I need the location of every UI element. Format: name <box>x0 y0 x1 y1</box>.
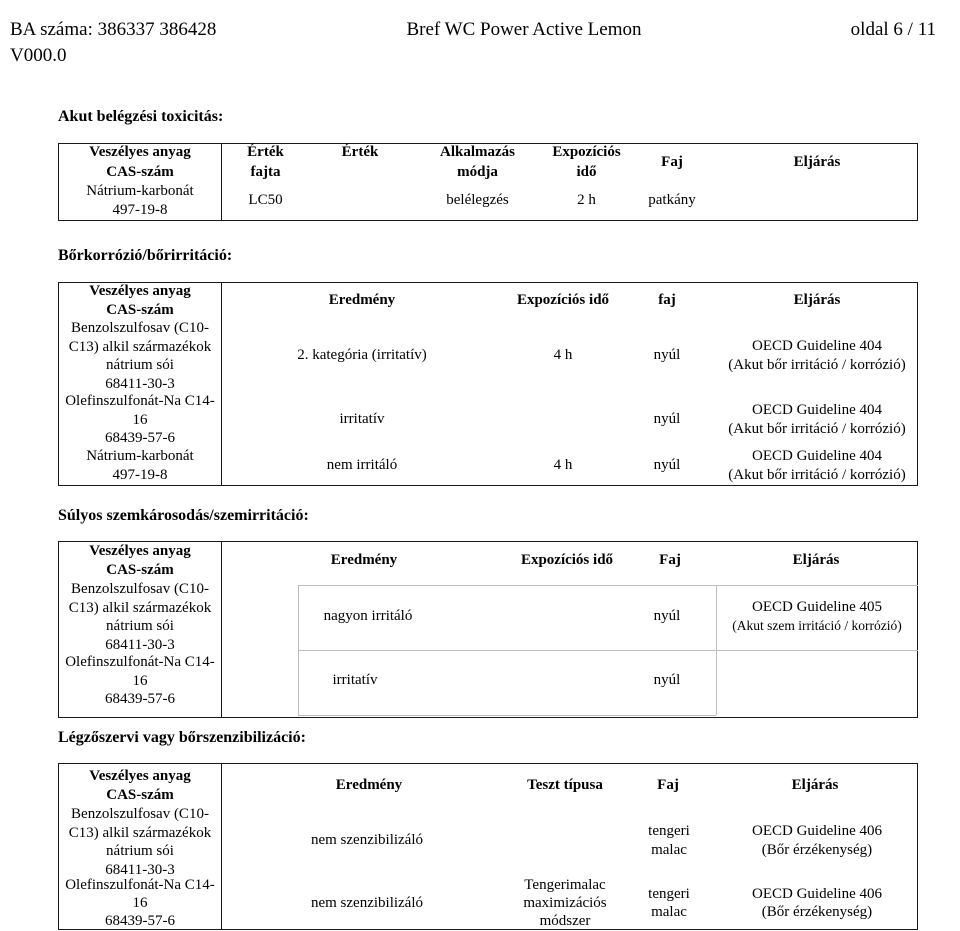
result: nem szenzibilizáló <box>310 894 424 911</box>
substance-cell <box>59 653 221 709</box>
method-note: (Akut szem irritáció / korrózió) <box>732 617 902 633</box>
column-divider <box>221 541 222 718</box>
acute-inhalation-title: Akut belégzési toxicitás: <box>58 108 224 125</box>
header-value: Érték <box>341 144 379 160</box>
substance-name: Olefinszulfonát-Na C14- 16 <box>65 393 215 428</box>
value-type: LC50 <box>248 192 283 209</box>
ba-number: BA száma: 386337 386428 <box>10 19 217 40</box>
header-substance-cell <box>59 767 221 804</box>
substance-name: Benzolszulfosav (C10- C13) alkil származékok nátrium sói <box>68 581 212 634</box>
header-cas: CAS-szám <box>106 786 174 803</box>
sensitization-title: Légzőszervi vagy bőrszenzibilizáció: <box>58 729 306 746</box>
result: irritatív <box>332 672 378 689</box>
species: nyúl <box>653 347 681 364</box>
result: nem szenzibilizáló <box>310 832 424 849</box>
substance-cell <box>59 447 221 484</box>
cas-number: 68439-57-6 <box>105 430 175 447</box>
header-test-type: Teszt típusa <box>527 777 603 794</box>
header-result: Eredmény <box>335 777 403 794</box>
substance-name: Nátrium-karbonát <box>86 448 194 464</box>
exposure-time: 4 h <box>553 457 573 474</box>
cas-number: 68439-57-6 <box>105 691 175 708</box>
substance-cell <box>59 580 221 654</box>
header-method: Eljárás <box>793 153 841 170</box>
cas-number: 497-19-8 <box>112 202 168 218</box>
column-divider <box>221 282 222 486</box>
exposure-time: 4 h <box>553 347 573 364</box>
cas-number: 68411-30-3 <box>105 636 175 653</box>
species: nyúl <box>653 457 681 474</box>
header-species: Faj <box>659 552 681 569</box>
substance-cell <box>59 876 221 930</box>
header-method: Eljárás <box>793 292 841 309</box>
species: tengeri malac <box>648 885 690 920</box>
header-substance-cell <box>59 542 221 579</box>
substance-name: Olefinszulfonát-Na C14- 16 <box>65 654 215 689</box>
method: OECD Guideline 404 (Akut bőr irritáció / korrózió) <box>728 448 906 483</box>
header-value-type: Érték fajta <box>247 144 284 180</box>
header-exposure: Expozíciós idő <box>552 144 621 180</box>
result: nagyon irritáló <box>323 608 413 625</box>
result: 2. kategória (irritatív) <box>297 347 427 364</box>
header-cas: CAS-szám <box>106 561 174 578</box>
species: nyúl <box>653 672 681 689</box>
header-substance: Veszélyes anyag <box>89 283 191 299</box>
method: OECD Guideline 406 (Bőr érzékenység) <box>752 885 882 920</box>
cell-grid-line <box>298 715 716 716</box>
header-result: Eredmény <box>328 292 396 309</box>
method: OECD Guideline 406 (Bőr érzékenység) <box>752 823 882 858</box>
species: tengeri malac <box>648 823 690 858</box>
exposure-time: 2 h <box>577 192 596 209</box>
cas-number: 68439-57-6 <box>105 913 175 929</box>
header-substance-cell <box>59 282 221 319</box>
substance-cell <box>59 319 221 393</box>
column-divider <box>221 763 222 930</box>
substance-name: Nátrium-karbonát <box>86 182 194 199</box>
header-species: faj <box>658 292 676 309</box>
header-method: Eljárás <box>791 777 839 794</box>
page-indicator: oldal 6 / 11 <box>850 19 936 40</box>
header-species: Faj <box>661 153 683 170</box>
substance-name: Benzolszulfosav (C10- C13) alkil származékok nátrium sói <box>68 806 212 859</box>
species: nyúl <box>653 608 681 625</box>
test-type: Tengerimalac maximizációs módszer <box>523 877 607 929</box>
cas-number: 68411-30-3 <box>105 375 175 392</box>
method: OECD Guideline 404 (Akut bőr irritáció / korrózió) <box>728 338 906 373</box>
version-label: V000.0 <box>10 45 67 66</box>
route: belélegzés <box>446 192 509 209</box>
species: patkány <box>648 192 696 209</box>
header-method: Eljárás <box>792 552 840 569</box>
header-species: Faj <box>657 777 679 794</box>
header-cas: CAS-szám <box>106 163 174 180</box>
species: nyúl <box>653 411 681 428</box>
header-exposure: Expozíciós idő <box>520 552 614 569</box>
result: irritatív <box>339 411 385 428</box>
header-cas: CAS-szám <box>106 301 174 318</box>
substance-cell <box>59 805 221 879</box>
substance-name: Olefinszulfonát-Na C14- 16 <box>65 877 215 911</box>
header-route: Alkalmazás módja <box>440 144 515 180</box>
header-exposure: Expozíciós idő <box>516 292 610 309</box>
cas-number: 497-19-8 <box>112 466 168 483</box>
result: nem irritáló <box>326 457 398 474</box>
header-substance: Veszélyes anyag <box>89 543 191 559</box>
skin-corrosion-title: Bőrkorrózió/bőrirritáció: <box>58 247 233 264</box>
method: OECD Guideline 404 (Akut bőr irritáció / korrózió) <box>728 402 906 437</box>
substance-cell <box>59 182 221 220</box>
header-result: Eredmény <box>330 552 398 569</box>
substance-cell <box>59 392 221 448</box>
cas-number: 68411-30-3 <box>105 861 175 878</box>
header-substance: Veszélyes anyag <box>89 144 191 160</box>
method-cell <box>717 580 917 653</box>
method: OECD Guideline 405 <box>752 599 882 615</box>
product-name: Bref WC Power Active Lemon <box>406 19 642 40</box>
header-substance: Veszélyes anyag <box>89 768 191 784</box>
substance-name: Benzolszulfosav (C10- C13) alkil származékok nátrium sói <box>68 320 212 373</box>
eye-irritation-title: Súlyos szemkárosodás/szemirritáció: <box>58 507 309 524</box>
header-substance-cell <box>59 143 221 182</box>
